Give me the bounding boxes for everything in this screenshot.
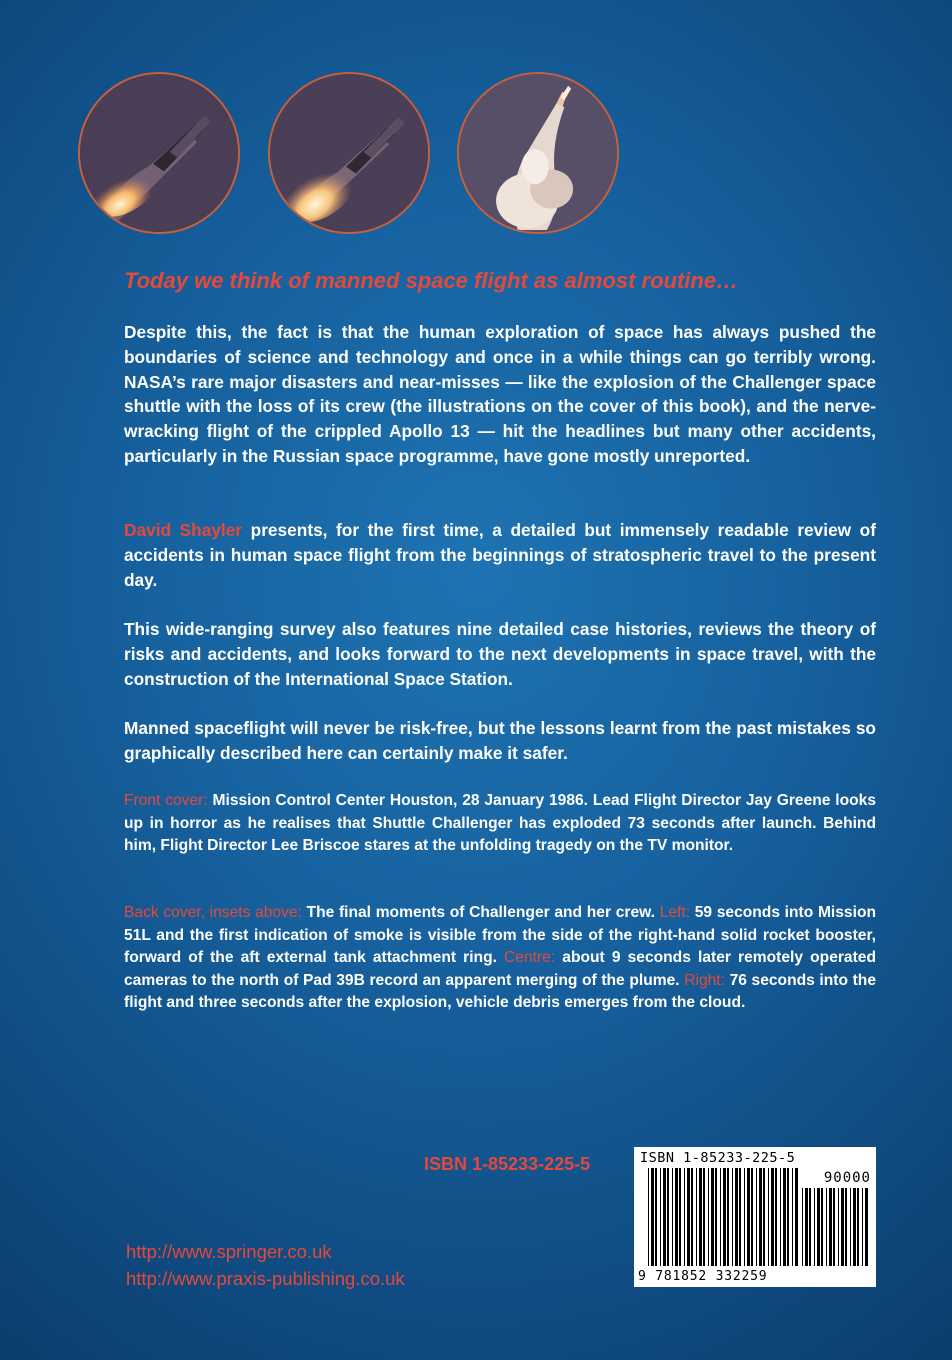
barcode-bar [805, 1188, 808, 1266]
description-paragraph-4: Manned spaceflight will never be risk-free, but the lessons learnt from the past mistakes so graphically described here can certainly make it safer. [124, 718, 876, 763]
barcode-bar [684, 1168, 685, 1266]
barcode-bar [802, 1188, 803, 1266]
barcode-bar [759, 1168, 762, 1266]
barcode-bar [667, 1168, 669, 1266]
isbn-number: ISBN 1-85233-225-5 [424, 1154, 591, 1174]
barcode-price-code: 90000 [823, 1170, 871, 1186]
barcode-bar [865, 1188, 868, 1266]
back-cover-caption [124, 902, 876, 1015]
barcode-bar [687, 1168, 690, 1266]
front-cover-caption [124, 790, 876, 858]
barcode-bars [648, 1168, 798, 1266]
barcode-bar [751, 1168, 753, 1266]
barcode-bar [727, 1168, 729, 1266]
barcode-bar [853, 1188, 856, 1266]
barcode-bar [763, 1168, 765, 1266]
inset-photo-right [457, 72, 619, 234]
barcode [634, 1147, 876, 1287]
barcode-bar [675, 1168, 678, 1266]
barcode-bar [732, 1168, 733, 1266]
barcode-bar [679, 1168, 681, 1266]
barcode-isbn-text: ISBN 1-85233-225-5 [640, 1150, 796, 1166]
explosion-debris-image [459, 74, 617, 232]
barcode-bar [826, 1188, 827, 1266]
description-paragraph-1: Despite this, the fact is that the human exploration of space has always pushed the boundaries of science and technology and once in a while things can go terribly wrong. NASA’s rare major disasters and near-misses — like the explosion of the Challenger space shuttle with the loss of its crew (the illustrations on the cover of this book), and the nerve-wracking flight of the crippled Apollo 13 — hit the headlines but many other accidents, particularly in the Russian space programme, have gone mostly unreported. [124, 322, 876, 466]
barcode-bar [838, 1188, 839, 1266]
back-cover-intro: The final moments of Challenger and her crew. [301, 904, 660, 921]
centre-text: about 9 seconds later remotely operated cameras to the north of Pad 39B record an apparent merging of the plume. [124, 949, 876, 989]
inset-photo-centre [268, 72, 430, 234]
barcode-bar [723, 1168, 726, 1266]
barcode-bar [817, 1188, 820, 1266]
barcode-bar [648, 1168, 649, 1266]
barcode-bar [739, 1168, 741, 1266]
barcode-bar [735, 1168, 738, 1266]
barcode-bar [821, 1188, 823, 1266]
barcode-bar [651, 1168, 654, 1266]
barcode-bar [833, 1188, 835, 1266]
front-cover-label: Front cover: [124, 792, 208, 809]
barcode-bar [660, 1168, 661, 1266]
centre-label: Centre: [504, 949, 556, 966]
barcode-bar [787, 1168, 789, 1266]
inset-photo-left [78, 72, 240, 234]
author-name: David Shayler [124, 520, 243, 540]
barcode-bar [783, 1168, 786, 1266]
barcode-bar [768, 1168, 769, 1266]
barcode-bar [747, 1168, 750, 1266]
url-praxis[interactable]: http://www.praxis-publishing.co.uk [126, 1268, 405, 1289]
barcode-bar [850, 1188, 851, 1266]
url-springer[interactable]: http://www.springer.co.uk [126, 1241, 332, 1262]
barcode-bar [663, 1168, 666, 1266]
description-paragraph-3: This wide-ranging survey also features nine detailed case histories, reviews the theory of risks and accidents, and looks forward to the next developments in space travel, with the construction of the International Space Station. [124, 619, 876, 689]
barcode-bar [744, 1168, 745, 1266]
front-cover-text: Mission Control Center Houston, 28 January 1986. Lead Flight Director Jay Greene looks up in horror as he realises that Shuttle Challenger has exploded 73 seconds after launch. Behind him, Flight Director Lee Briscoe stares at the unfolding tragedy on the TV monitor. [124, 792, 876, 854]
barcode-bar [780, 1168, 781, 1266]
left-text: 59 seconds into Mission 51L and the first indication of smoke is visible from the side of the right-hand solid rocket booster, forward of the aft external tank attachment ring. [124, 904, 876, 966]
barcode-bar [715, 1168, 717, 1266]
barcode-bar [845, 1188, 847, 1266]
cover-insets [0, 0, 952, 240]
barcode-bar [756, 1168, 757, 1266]
shuttle-launch-image [80, 74, 238, 232]
right-label: Right: [684, 971, 725, 989]
barcode-bar [792, 1168, 793, 1266]
barcode-bar [795, 1168, 798, 1266]
barcode-bar [857, 1188, 859, 1266]
barcode-bar [655, 1168, 657, 1266]
tagline: Today we think of manned space flight as almost routine… [124, 268, 739, 293]
author-paragraph-text: presents, for the first time, a detailed but immensely readable review of accidents in human space flight from the beginnings of stratospheric travel to the present day. [124, 520, 876, 590]
barcode-bar [708, 1168, 709, 1266]
right-text: 76 seconds into the flight and three seconds after the explosion, vehicle debris emerges from the cloud. [124, 971, 876, 1011]
description-paragraph-2 [124, 518, 876, 592]
barcode-bar [771, 1168, 774, 1266]
barcode-bar [720, 1168, 721, 1266]
barcode-bar [711, 1168, 714, 1266]
barcode-bar [841, 1188, 844, 1266]
barcode-bar [809, 1188, 811, 1266]
shuttle-plume-image [270, 74, 428, 232]
barcode-ean-text: 9 781852 332259 [638, 1269, 768, 1284]
barcode-bar [814, 1188, 815, 1266]
barcode-addon-bars [802, 1188, 868, 1266]
barcode-bar [672, 1168, 673, 1266]
barcode-bar [829, 1188, 832, 1266]
barcode-bar [775, 1168, 777, 1266]
barcode-bar [699, 1168, 702, 1266]
barcode-bar [691, 1168, 693, 1266]
back-cover-label: Back cover, insets above: [124, 904, 302, 921]
left-label: Left: [659, 904, 691, 921]
barcode-bar [862, 1188, 863, 1266]
barcode-bar [696, 1168, 697, 1266]
barcode-bar [703, 1168, 705, 1266]
